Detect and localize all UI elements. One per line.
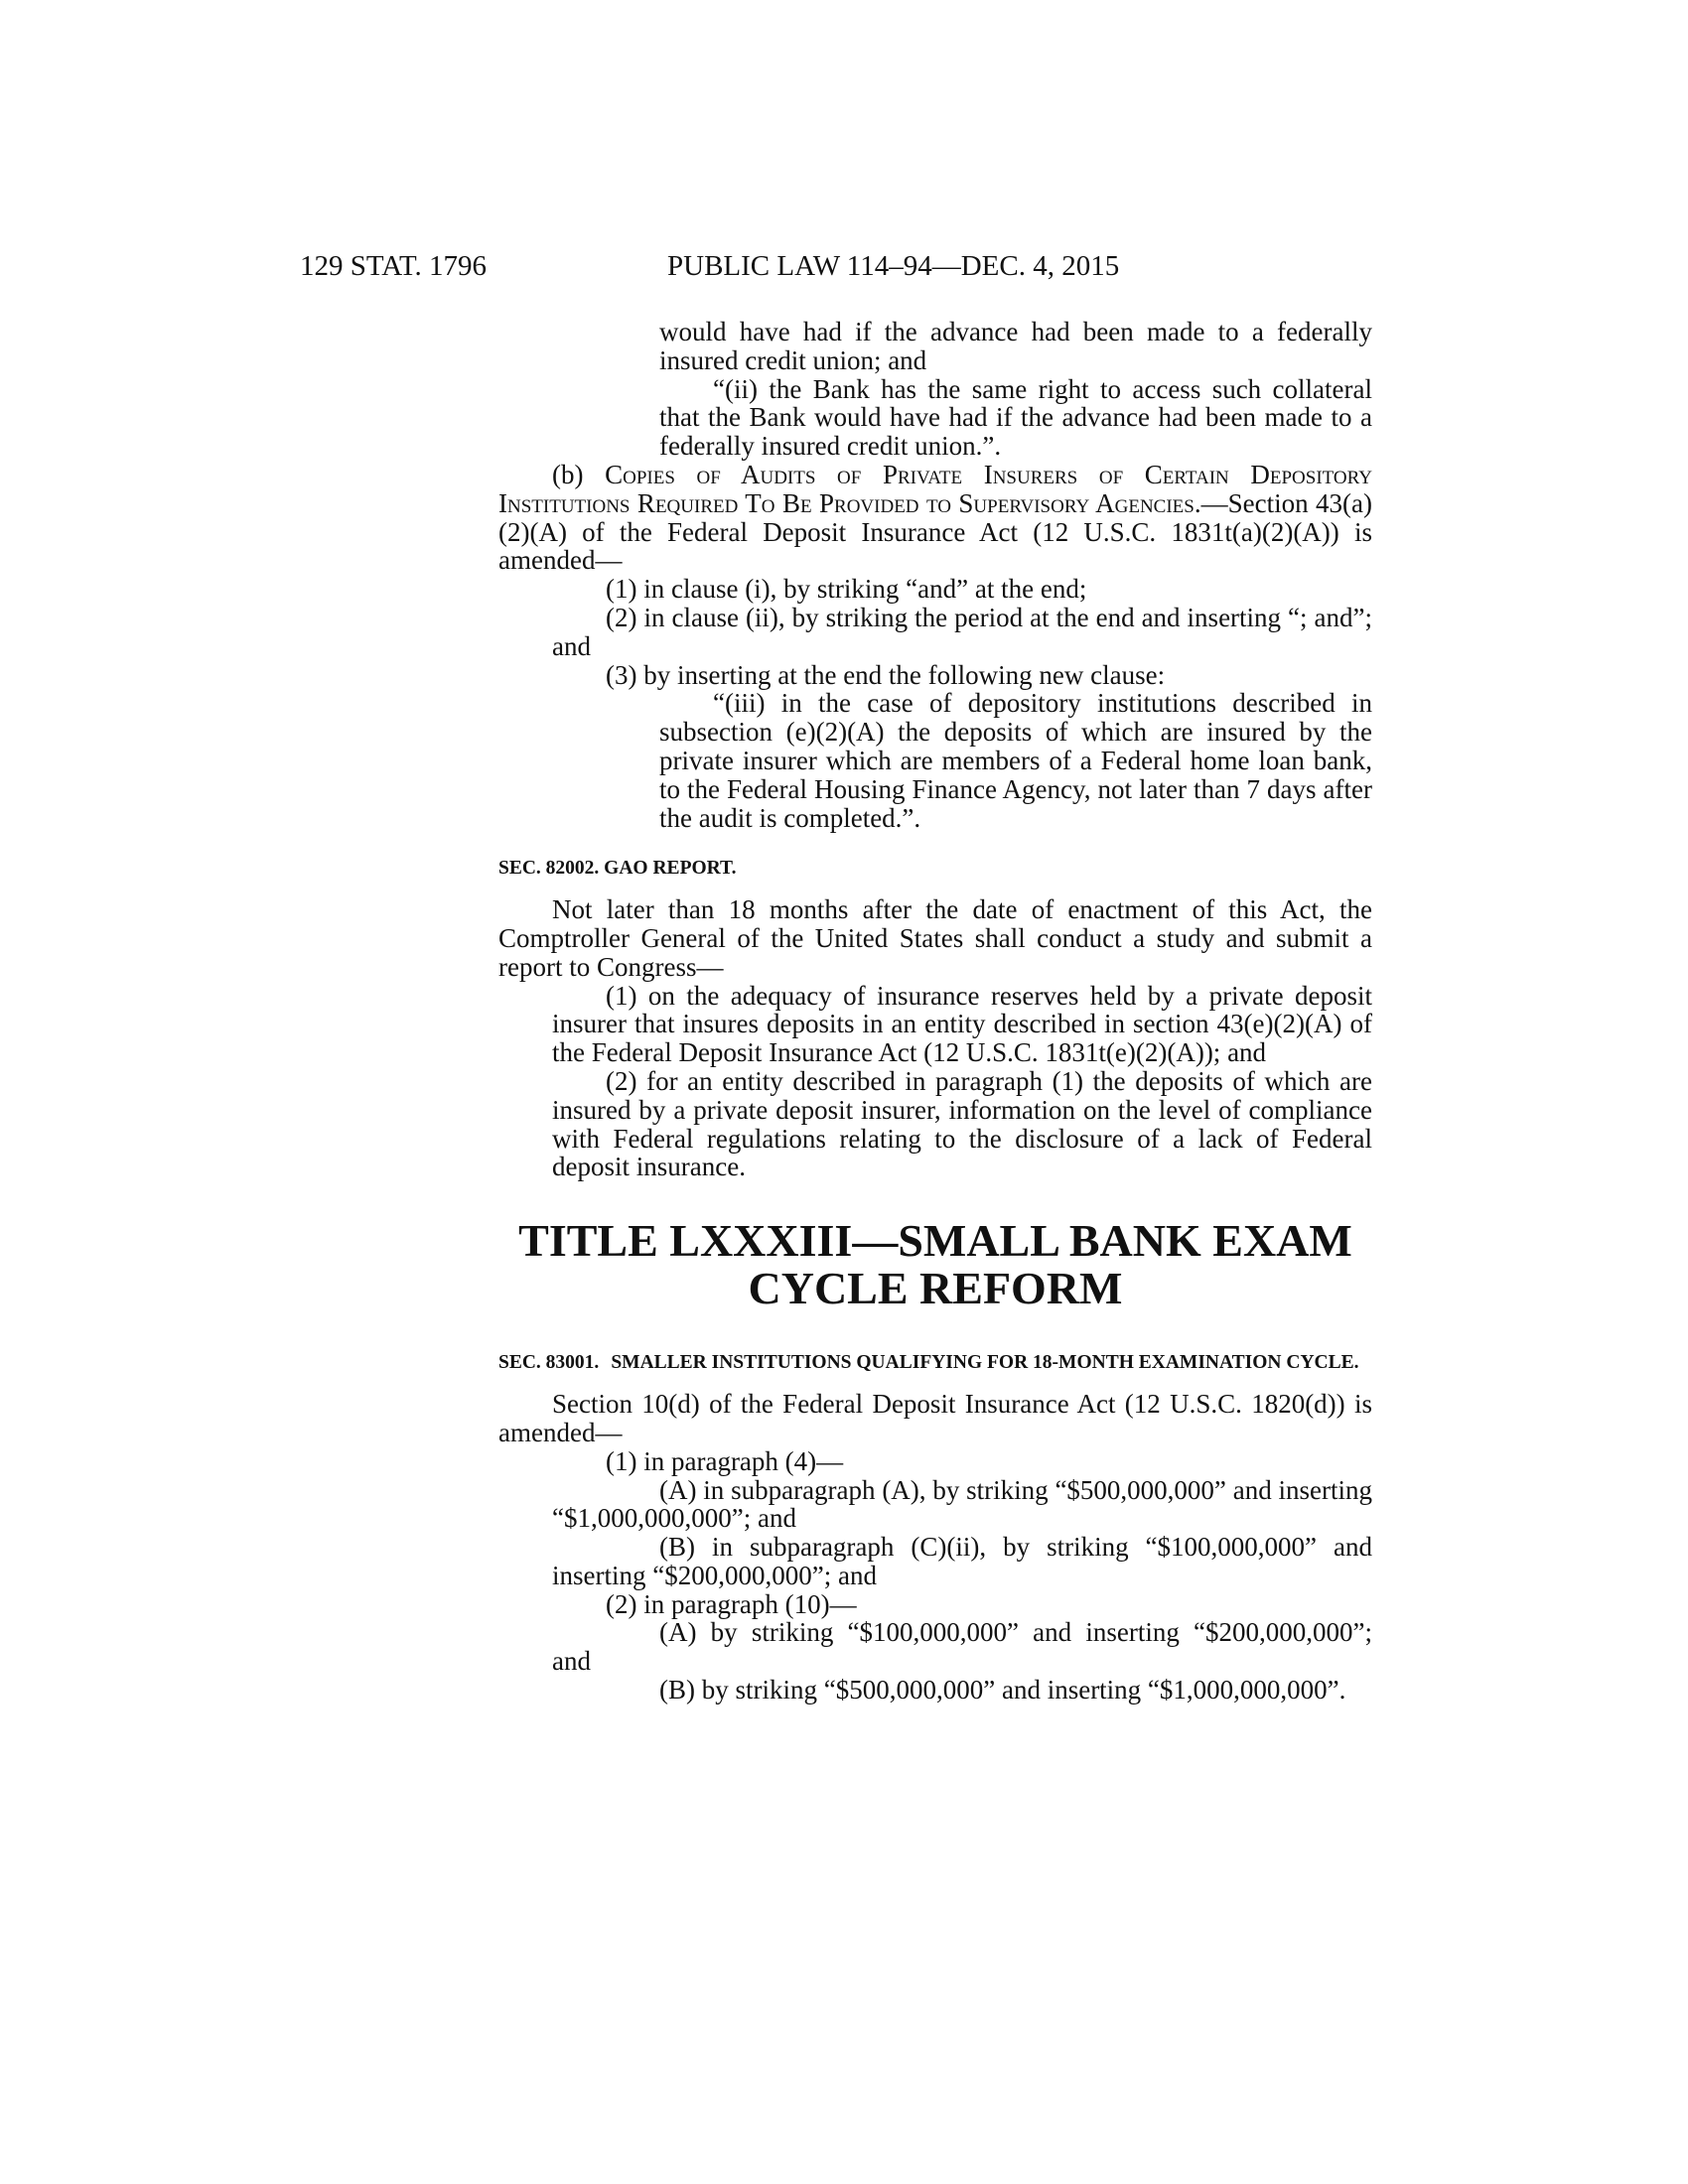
paragraph-b2: (2) in clause (ii), by striking the period at the end and inserting “; and”; and [552, 602, 1372, 661]
clause-iii: “(iii) in the case of depository institutions described in subsection (e)(2)(A) the deposits of which are insured by the private insurer which are members of a Federal home loan bank, to the Federal Housing Finance Agency, not later than 7 days after the audit is completed.”. [659, 688, 1372, 833]
section-82002-paragraph-1: (1) on the adequacy of insurance reserves held by a private deposit insurer that insures deposits in an entity described in section 43(e)(2)(A) of the Federal Deposit Insurance Act (12 U.S.C. 1831t(e)(2)(A)); and [552, 980, 1372, 1068]
title-line-1: TITLE LXXXIII—SMALL BANK EXAM [518, 1215, 1352, 1267]
paragraph-b3: (3) by inserting at the end the following new clause: [606, 659, 1166, 690]
continued-text: would have had if the advance had been made to a federally insured credit union; and [659, 317, 1372, 375]
public-law-citation: PUBLIC LAW 114–94—DEC. 4, 2015 [667, 250, 1120, 282]
section-83001-paragraph-1: (1) in paragraph (4)— [606, 1445, 844, 1476]
subsection-b-text: —Section 43(a)(2)(A) of the Federal Deposit Insurance Act (12 U.S.C. 1831t(a)(2)(A)) is amended— [498, 487, 1372, 576]
section-82002-heading: SEC. 82002. GAO REPORT. [498, 858, 737, 880]
stat-citation: 129 STAT. 1796 [300, 250, 488, 282]
subsection-b [498, 461, 1372, 575]
subsection-b-marker: (b) [552, 459, 584, 489]
section-83001-paragraph-2A: (A) by striking “$100,000,000” and inserting “$200,000,000”; and [552, 1617, 1372, 1677]
title-line-2: CYCLE REFORM [748, 1263, 1123, 1314]
section-82002-intro: Not later than 18 months after the date of enactment of this Act, the Comptroller General of the United States shall conduct a study and submit a report to Congress— [498, 894, 1372, 982]
section-83001-paragraph-2: (2) in paragraph (10)— [606, 1588, 857, 1619]
section-83001-heading [498, 1350, 1372, 1376]
section-83001-paragraph-1A: (A) in subparagraph (A), by striking “$500,000,000” and inserting “$1,000,000,000”; and [552, 1474, 1372, 1534]
clause-ii: “(ii) the Bank has the same right to access such collateral that the Bank would have had if the advance had been made to a federally insured credit union.”. [659, 373, 1372, 462]
subsection-b-heading: Copies of Audits of Private Insurers of Certain Depository Institutions Required To Be Provided to Supervisory Agencies. [498, 459, 1373, 518]
paragraph-b1: (1) in clause (i), by striking “and” at the end; [606, 574, 1087, 605]
page-body [498, 318, 1372, 1705]
section-82002-paragraph-2: (2) for an entity described in paragraph (1) the deposits of which are insured by a private deposit insurer, information on the level of compliance with Federal regulations relating to the disclosure of a lack of Federal deposit insurance. [552, 1065, 1372, 1182]
section-83001-number: SEC. 83001. [498, 1352, 600, 1374]
section-83001-intro: Section 10(d) of the Federal Deposit Insurance Act (12 U.S.C. 1820(d)) is amended— [498, 1389, 1372, 1447]
title-heading [498, 1217, 1372, 1312]
running-header [300, 250, 1392, 290]
section-83001-paragraph-2B: (B) by striking “$500,000,000” and inserting “$1,000,000,000”. [659, 1675, 1346, 1706]
section-83001-title: SMALLER INSTITUTIONS QUALIFYING FOR 18-MONTH EXAMINATION CYCLE. [611, 1352, 1359, 1374]
section-83001-paragraph-1B: (B) in subparagraph (C)(ii), by striking “$100,000,000” and inserting “$200,000,000”; and [552, 1532, 1372, 1590]
